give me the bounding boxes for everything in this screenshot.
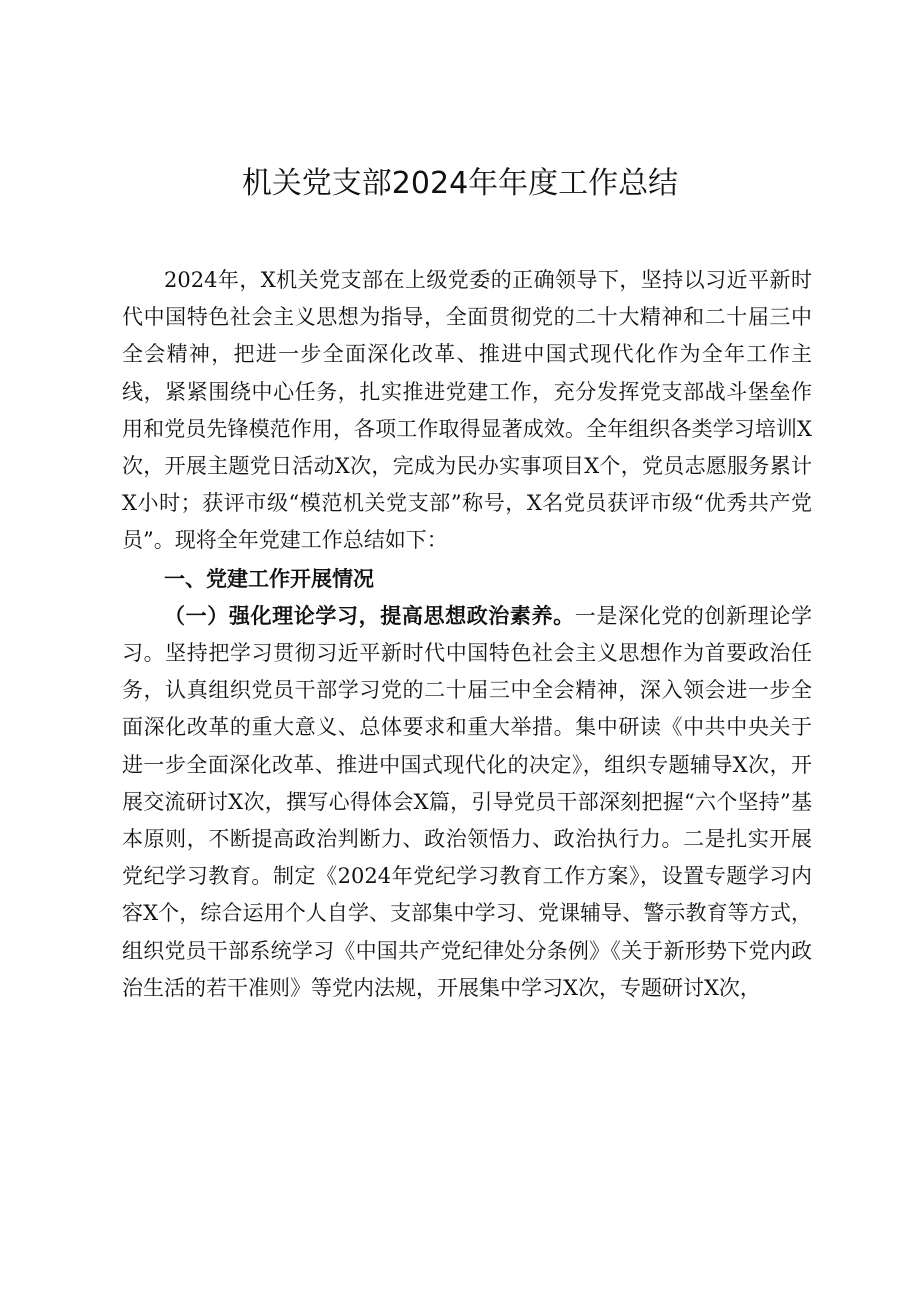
document-body [122,262,812,1007]
section-heading: 一、党建工作开展情况 [164,565,374,591]
subsection-heading: （一）强化理论学习，提高思想政治素养。 [164,602,575,628]
subsection-text: 一是深化党的创新理论学习。坚持把学习贯彻习近平新时代中国特色社会主义思想作为首要政治任务，认真组织党员干部学习党的二十届三中全会精神，深入领会进一步全面深化改革的重大意义、总体要求和重大举措。集中研读《中共中央关于进一步全面深化改革、推进中国式现代化的决定》，组织专题辅导X次，开展交流研讨X次，撰写心得体会X篇，引导党员干部深刻把握“六个坚持”基本原则，不断提高政治判断力、政治领悟力、政治执行力。二是扎实开展党纪学习教育。制定《2024年党纪学习教育工作方案》，设置专题学习内容X个，综合运用个人自学、支部集中学习、党课辅导、警示教育等方式，组织党员干部系统学习《中国共产党纪律处分条例》《关于新形势下党内政治生活的若干准则》等党内法规，开展集中学习X次，专题研讨X次， [122,603,813,1000]
subsection-paragraph [122,597,812,1007]
intro-paragraph: 2024年，X机关党支部在上级党委的正确领导下，坚持以习近平新时代中国特色社会主义思想为指导，全面贯彻党的二十大精神和二十届三中全会精神，把进一步全面深化改革、推进中国式现代化作为全年工作主线，紧紧围绕中心任务，扎实推进党建工作，充分发挥党支部战斗堡垒作用和党员先锋模范作用，各项工作取得显著成效。全年组织各类学习培训X次，开展主题党日活动X次，完成为民办实事项目X个，党员志愿服务累计X小时；获评市级“模范机关党支部”称号，X名党员获评市级“优秀共产党员”。现将全年党建工作总结如下： [122,268,812,553]
document-title: 机关党支部2024年年度工作总结 [241,166,679,201]
